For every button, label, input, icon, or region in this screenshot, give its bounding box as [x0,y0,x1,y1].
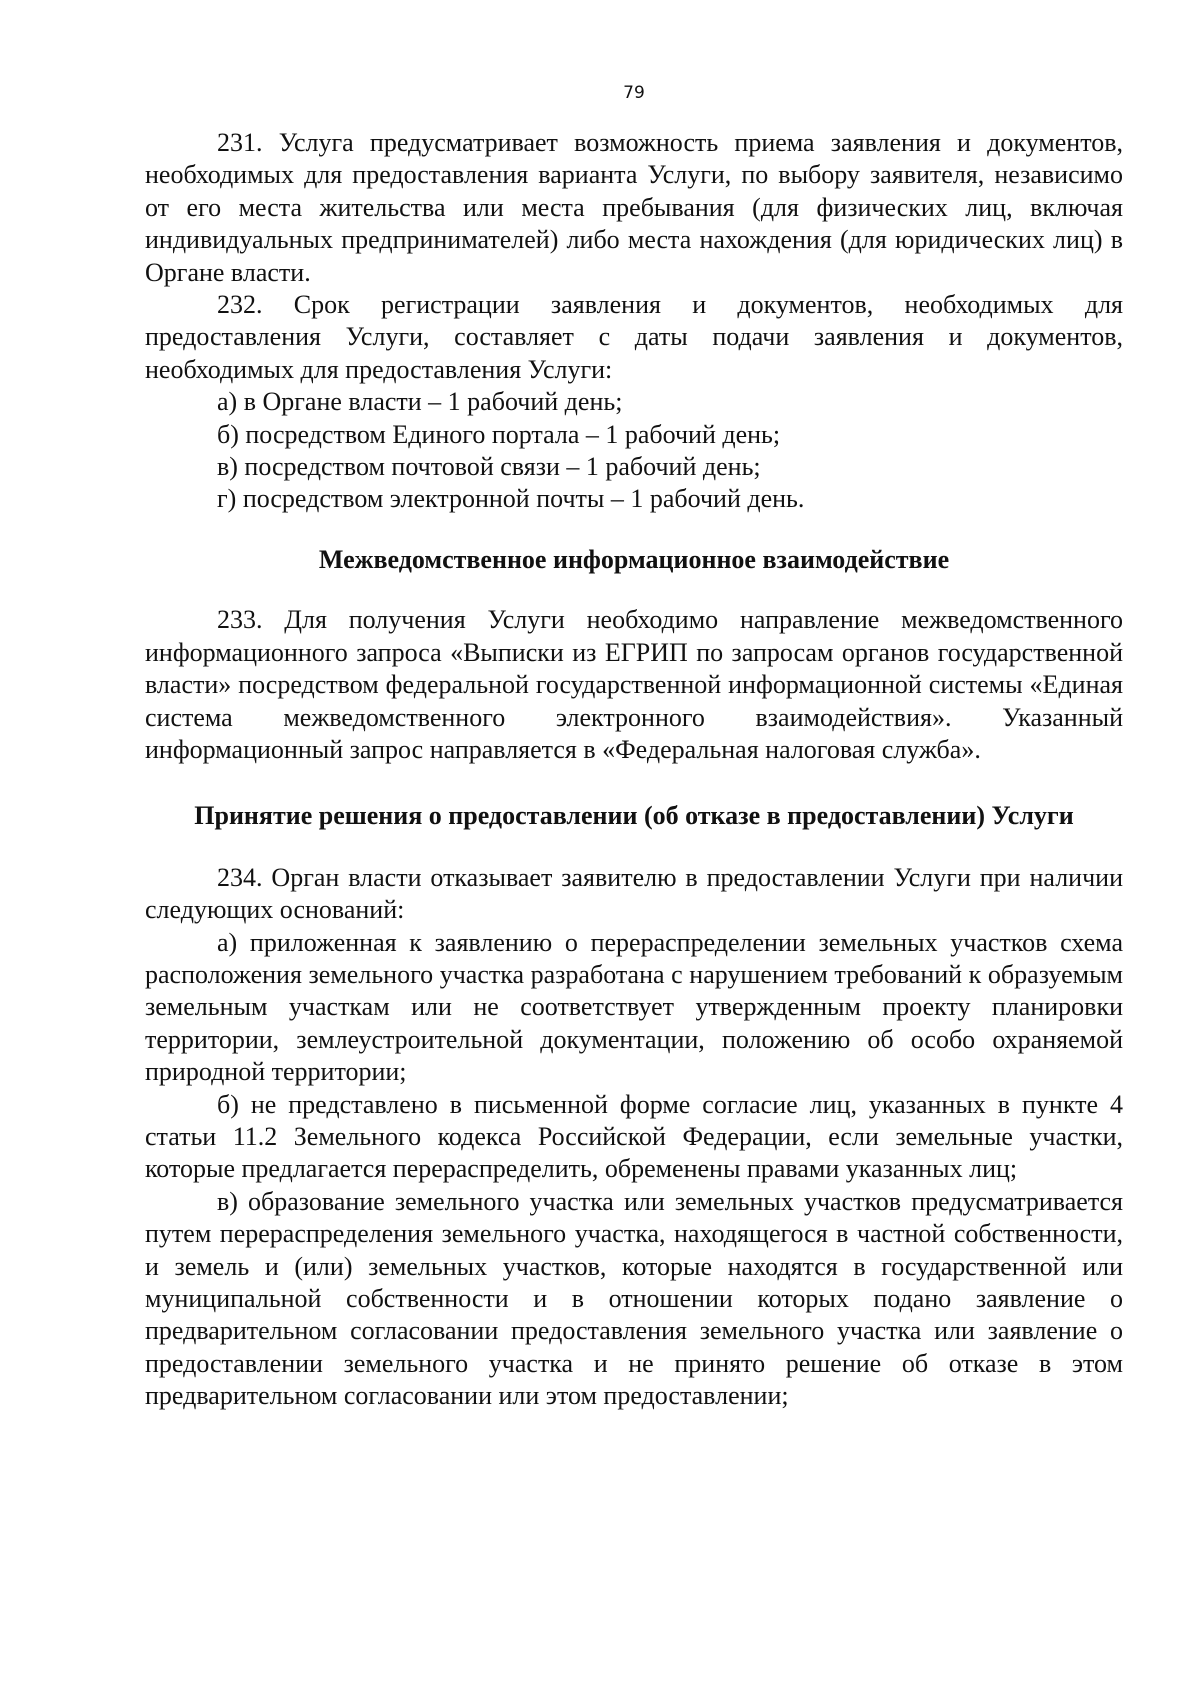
document-body [145,127,1123,1413]
section-heading-interagency: Межведомственное информационное взаимодействие [318,544,950,574]
refusal-ground-a: а) приложенная к заявлению о перераспределении земельных участков схема расположения земельного участка разработана с нарушением требований к образуемым земельным участкам или не соответствует утвержденным проекту планировки территории, землеустроительной документации, положению об особо охраняемой природной территории; [145,927,1123,1087]
paragraph-234: 234. Орган власти отказывает заявителю в предоставлении Услуги при наличии следующих оснований: [145,862,1123,925]
refusal-ground-b: б) не представлено в письменной форме согласие лиц, указанных в пункте 4 статьи 11.2 Земельного кодекса Российской Федерации, если земельные участки, которые предлагается перераспределить, обременены правами указанных лиц; [145,1089,1123,1184]
page-number: 79 [623,83,645,103]
registration-term-d: г) посредством электронной почты – 1 рабочий день. [217,484,805,514]
paragraph-231: 231. Услуга предусматривает возможность приема заявления и документов, необходимых для предоставления варианта Услуги, по выбору заявителя, независимо от его места жительства или места пребывания (для физических лиц, включая индивидуальных предпринимателей) либо места нахождения (для юридических лиц) в Органе власти. [145,128,1123,287]
section-heading-decision: Принятие решения о предоставлении (об отказе в предоставлении) Услуги [194,801,1074,831]
paragraph-233: 233. Для получения Услуги необходимо направление межведомственного информационного запроса «Выписки из ЕГРИП по запросам органов государственной власти» посредством федеральной государственной информационной системы «Единая система межведомственного электронного взаимодействия». Указанный информационный запрос направляется в «Федеральная налоговая служба». [145,605,1123,764]
registration-term-a: а) в Органе власти – 1 рабочий день; [217,387,623,417]
registration-term-c: в) посредством почтовой связи – 1 рабочий день; [217,452,761,482]
paragraph-232: 232. Срок регистрации заявления и документов, необходимых для предоставления Услуги, составляет с даты подачи заявления и документов, необходимых для предоставления Услуги: [145,290,1123,384]
refusal-ground-c: в) образование земельного участка или земельных участков предусматривается путем перераспределения земельного участка, находящегося в частной собственности, и земель и (или) земельных участков, которые находятся в государственной или муниципальной собственности и в отношении которых подано заявление о предварительном согласовании предоставления земельного участка или заявление о предоставлении земельного участка и не принято решение об отказе в этом предварительном согласовании или этом предоставлении; [145,1186,1123,1411]
registration-term-b: б) посредством Единого портала – 1 рабочий день; [217,419,781,449]
